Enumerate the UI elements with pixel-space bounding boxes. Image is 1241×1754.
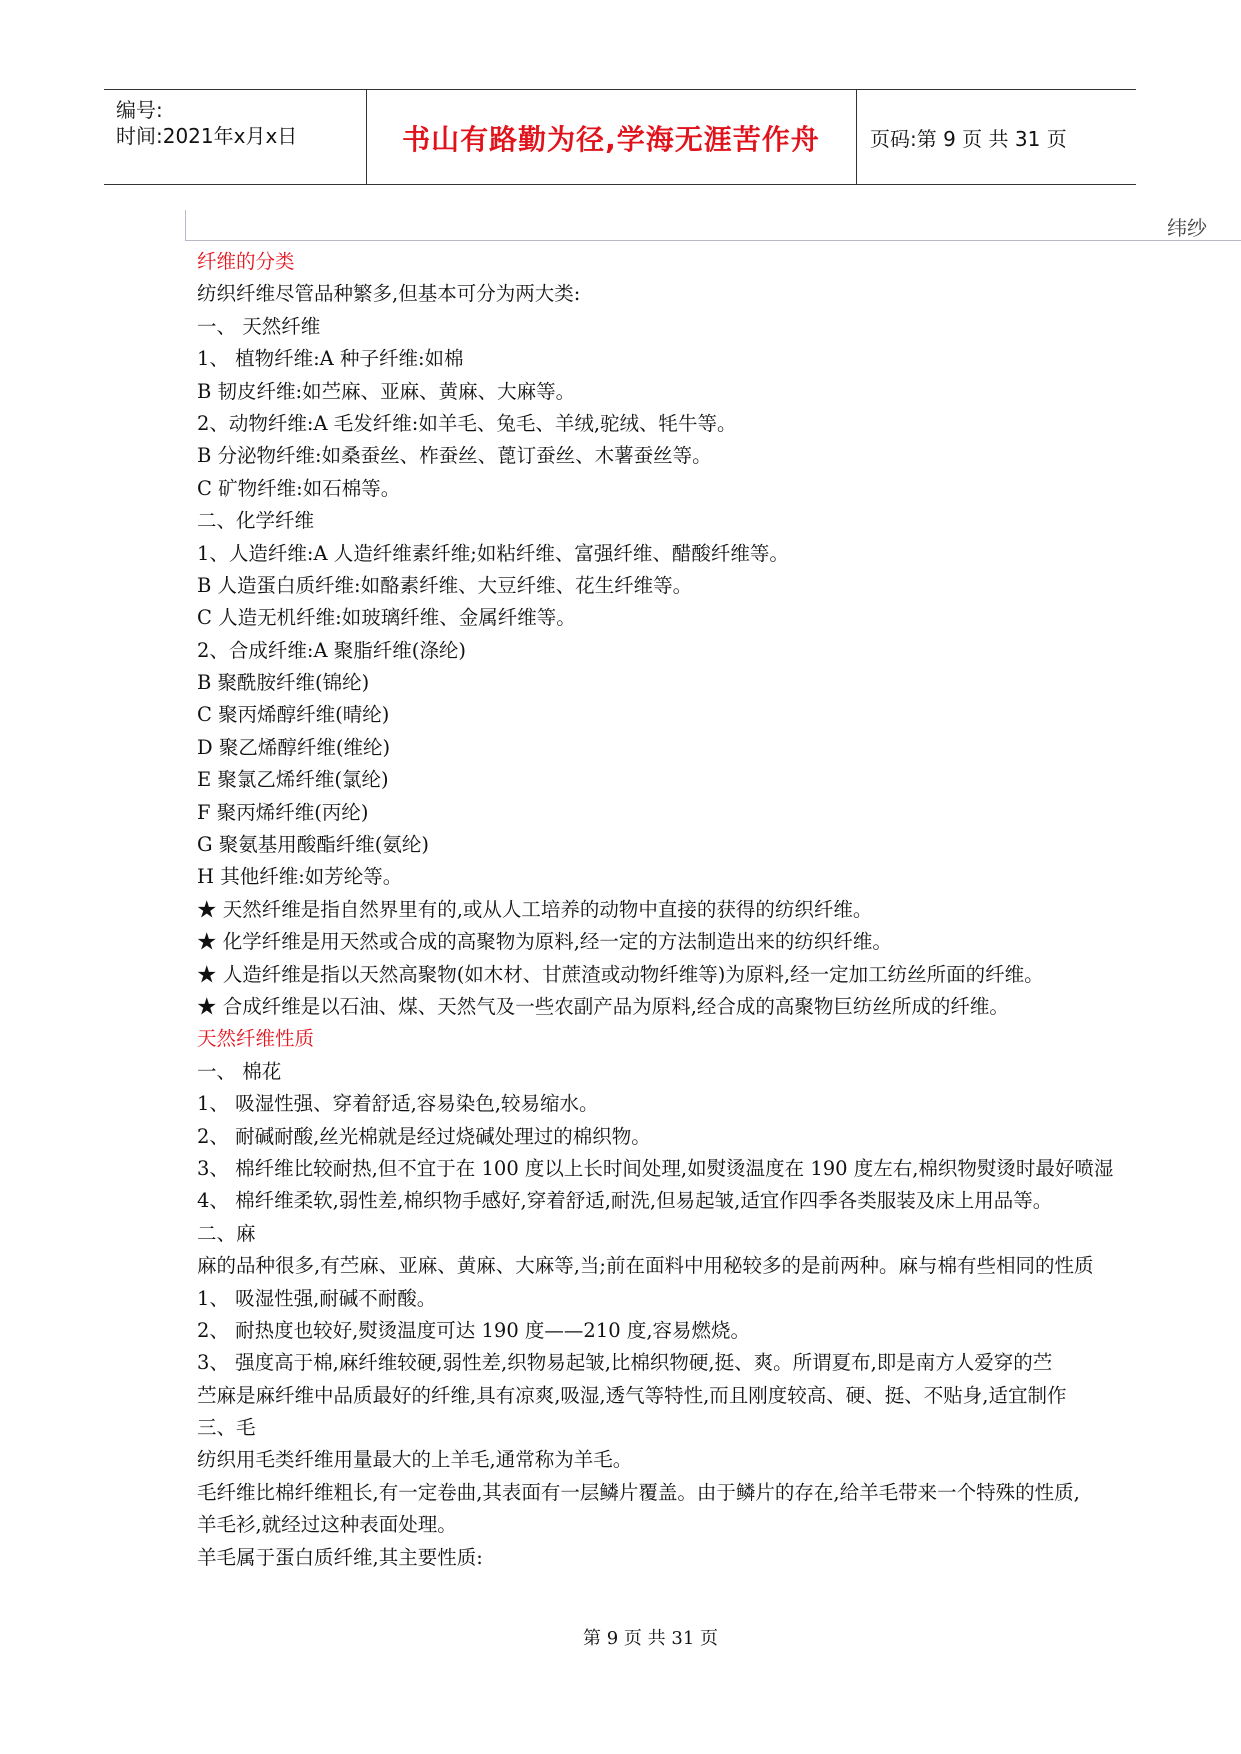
text-line: 3、 棉纤维比较耐热,但不宜于在 100 度以上长时间处理,如熨烫温度在 190 度左右,棉织物熨烫时最好喷湿 — [197, 1156, 1114, 1180]
text-line: 一、 棉花 — [197, 1059, 282, 1083]
text-line: 2、 耐热度也较好,熨烫温度可达 190 度——210 度,容易燃烧。 — [197, 1318, 751, 1342]
footer-suffix: 页 — [700, 1628, 719, 1649]
text-line: 羊毛衫,就经过这种表面处理。 — [197, 1513, 457, 1537]
header-motto-cell — [366, 90, 857, 184]
text-line: 二、麻 — [197, 1221, 256, 1245]
footer-current-page: 9 — [606, 1628, 619, 1649]
section-heading: 天然纤维性质 — [197, 1027, 315, 1051]
text-line: C 人造无机纤维:如玻璃纤维、金属纤维等。 — [197, 606, 576, 630]
text-line: 三、毛 — [197, 1416, 256, 1440]
text-line: 4、 棉纤维柔软,弱性差,棉织物手感好,穿着舒适,耐洗,但易起皱,适宜作四季各类服装及床上用品等。 — [197, 1189, 1053, 1213]
text-line: B 人造蛋白质纤维:如酪素纤维、大豆纤维、花生纤维等。 — [197, 573, 693, 597]
text-line: H 其他纤维:如芳纶等。 — [197, 865, 403, 889]
text-line: ★ 天然纤维是指自然界里有的,或从人工培养的动物中直接的获得的纺织纤维。 — [197, 897, 873, 921]
text-line: B 聚酰胺纤维(锦纶) — [197, 671, 370, 695]
text-line: 2、合成纤维:A 聚脂纤维(涤纶) — [197, 638, 466, 662]
motto-text: 书山有路勤为径,学海无涯苦作舟 — [402, 123, 820, 156]
text-line: ★ 化学纤维是用天然或合成的高聚物为原料,经一定的方法制造出来的纺织纤维。 — [197, 930, 892, 954]
header-page-cell — [856, 90, 1136, 184]
text-line: B 韧皮纤维:如苎麻、亚麻、黄麻、大麻等。 — [197, 379, 576, 403]
text-line: D 聚乙烯醇纤维(维纶) — [197, 735, 391, 759]
text-line: C 矿物纤维:如石棉等。 — [197, 476, 401, 500]
text-line: ★ 合成纤维是以石油、煤、天然气及一些农副产品为原料,经合成的高聚物巨纺丝所成的纤维。 — [197, 994, 1009, 1018]
document-header — [104, 89, 1136, 185]
text-line: 2、 耐碱耐酸,丝光棉就是经过烧碱处理过的棉织物。 — [197, 1124, 651, 1148]
document-body — [197, 246, 1241, 1574]
text-line: F 聚丙烯纤维(丙纶) — [197, 800, 369, 824]
text-line: G 聚氨基用酸酯纤维(氨纶) — [197, 833, 429, 857]
text-line: 苎麻是麻纤维中品质最好的纤维,具有凉爽,吸湿,透气等特性,而且刚度较高、硬、挺、不贴身,适宜制作 — [197, 1383, 1067, 1407]
text-line: 一、 天然纤维 — [197, 314, 321, 338]
text-line: 1、 吸湿性强,耐碱不耐酸。 — [197, 1286, 437, 1310]
header-meta-cell — [104, 90, 367, 184]
text-line: ★ 人造纤维是指以天然高聚物(如木材、甘蔗渣或动物纤维等)为原料,经一定加工纺丝所面的纤维。 — [197, 962, 1044, 986]
text-line: 1、 吸湿性强、穿着舒适,容易染色,较易缩水。 — [197, 1092, 599, 1116]
document-number-label: 编号: — [116, 98, 163, 122]
document-time-label: 时间:2021年x月x日 — [116, 124, 298, 148]
frame-divider-vertical — [185, 210, 186, 241]
footer-prefix: 第 — [582, 1628, 601, 1649]
text-line: 二、化学纤维 — [197, 509, 315, 533]
text-line: 1、 植物纤维:A 种子纤维:如棉 — [197, 347, 464, 371]
text-line: 1、人造纤维:A 人造纤维素纤维;如粘纤维、富强纤维、醋酸纤维等。 — [197, 541, 789, 565]
text-line: B 分泌物纤维:如桑蚕丝、柞蚕丝、蓖订蚕丝、木薯蚕丝等。 — [197, 444, 712, 468]
page-footer — [0, 1624, 1241, 1650]
text-line: 羊毛属于蛋白质纤维,其主要性质: — [197, 1545, 483, 1569]
text-line: 3、 强度高于棉,麻纤维较硬,弱性差,织物易起皱,比棉织物硬,挺、爽。所谓夏布,即是南方人爱穿的苎 — [197, 1351, 1053, 1375]
frame-label: 纬纱 — [1167, 216, 1207, 240]
header-page-info: 页码:第 9 页 共 31 页 — [870, 127, 1067, 151]
text-line: E 聚氯乙烯纤维(氯纶) — [197, 768, 389, 792]
footer-total-pages: 31 — [671, 1628, 695, 1649]
section-heading: 纤维的分类 — [197, 250, 295, 273]
footer-middle: 页 共 — [623, 1628, 666, 1649]
text-line: 麻的品种很多,有苎麻、亚麻、黄麻、大麻等,当;前在面料中用秘较多的是前两种。麻与棉有些相同的性质 — [197, 1254, 1094, 1278]
frame-divider-horizontal — [185, 240, 1241, 241]
text-line: 纺织纤维尽管品种繁多,但基本可分为两大类: — [197, 282, 581, 306]
text-line: 纺织用毛类纤维用量最大的上羊毛,通常称为羊毛。 — [197, 1448, 633, 1472]
text-line: 毛纤维比棉纤维粗长,有一定卷曲,其表面有一层鳞片覆盖。由于鳞片的存在,给羊毛带来一个特殊的性质, — [197, 1480, 1080, 1504]
text-line: C 聚丙烯醇纤维(晴纶) — [197, 703, 390, 727]
text-line: 2、动物纤维:A 毛发纤维:如羊毛、兔毛、羊绒,驼绒、牦牛等。 — [197, 411, 737, 435]
